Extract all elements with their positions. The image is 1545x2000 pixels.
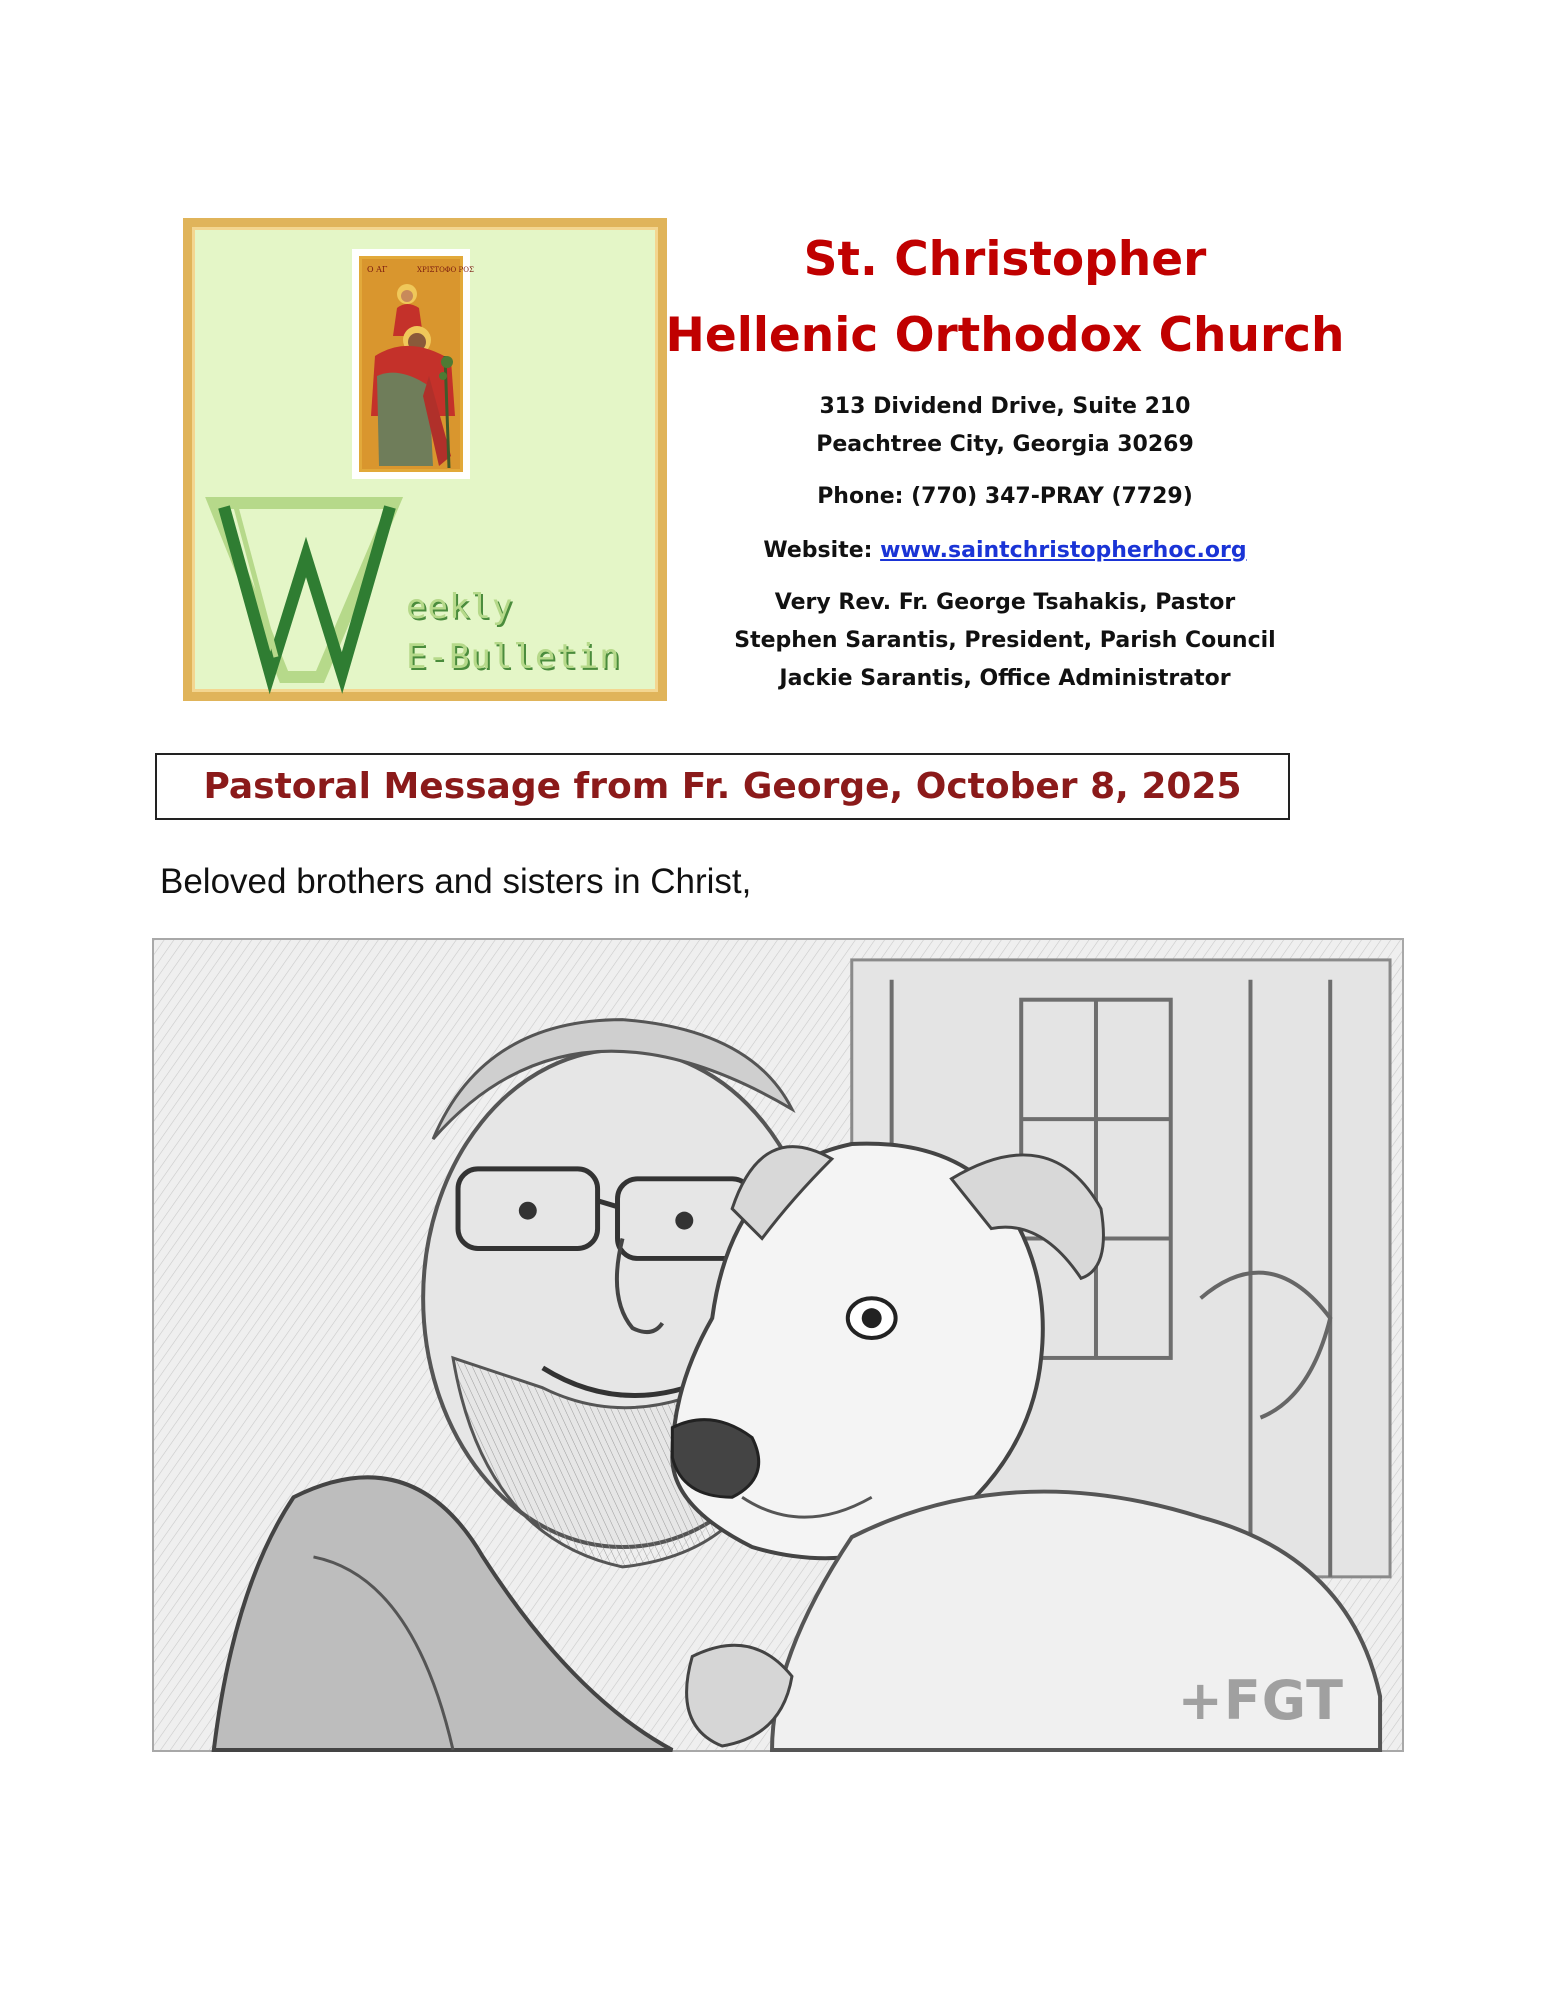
website-link[interactable]: www.saintchristopherhoc.org (880, 538, 1247, 563)
logo-word-weekly: eekly (406, 587, 514, 627)
address-line2: Peachtree City, Georgia 30269 (816, 432, 1194, 457)
staff-pastor: Very Rev. Fr. George Tsahakis, Pastor (774, 590, 1236, 615)
photo-watermark: +FGT (1177, 1669, 1344, 1732)
greeting-text: Beloved brothers and sisters in Christ, (160, 862, 752, 901)
church-website (660, 532, 1350, 570)
icon-caption-right: ΧΡΙΣΤΟΦΟ ΡΟΣ (417, 266, 474, 274)
staff-list (660, 584, 1350, 698)
address-line1: 313 Dividend Drive, Suite 210 (819, 394, 1191, 419)
saint-christopher-icon (352, 249, 474, 479)
saint-christopher-icon-image (359, 256, 474, 472)
pastoral-message-title-box (155, 753, 1290, 820)
website-label: Website: (763, 538, 881, 563)
sketch-photo-priest-with-dog (152, 938, 1404, 1752)
sketch-illustration (154, 940, 1402, 1750)
church-header (660, 222, 1350, 698)
logo-word-e-bulletin: E-Bulletin (406, 637, 621, 677)
icon-caption-left: Ο ΑΓ (367, 265, 388, 274)
church-address (660, 388, 1350, 464)
pastoral-message-title: Pastoral Message from Fr. George, October 8, 2025 (203, 766, 1242, 807)
letter-w-graphic (214, 497, 414, 687)
church-name-line2: Hellenic Orthodox Church (665, 308, 1345, 363)
staff-administrator: Jackie Sarantis, Office Administrator (779, 666, 1231, 691)
church-name-line1: St. Christopher (803, 232, 1207, 287)
staff-president: Stephen Sarantis, President, Parish Council (734, 628, 1276, 653)
church-phone: Phone: (770) 347-PRAY (7729) (817, 484, 1193, 509)
weekly-e-bulletin-logo (183, 218, 667, 701)
